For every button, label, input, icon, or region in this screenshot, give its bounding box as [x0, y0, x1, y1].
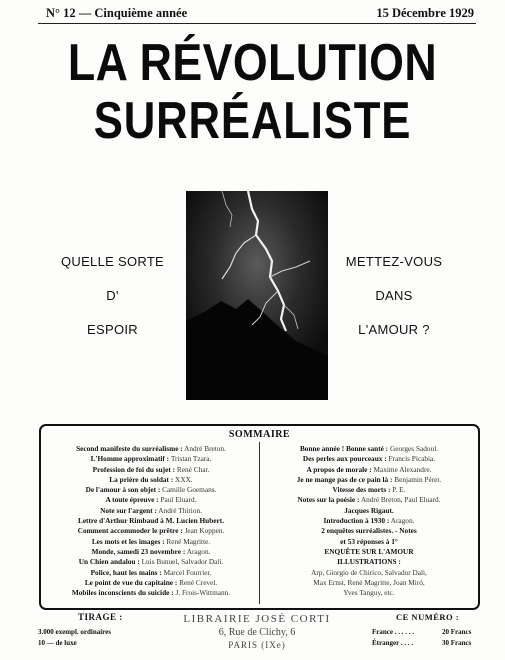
- entry-title: A toute épreuve :: [105, 495, 159, 505]
- sommaire-entry: [45, 537, 257, 547]
- entry-title: La prière du soldat :: [109, 474, 174, 484]
- sommaire-left-column: [45, 444, 257, 598]
- sommaire-entry: [263, 495, 475, 505]
- sommaire-entry: [45, 588, 257, 598]
- entry-title: Vitesse des morts :: [332, 485, 391, 495]
- entry-author: Camille Goemans.: [162, 485, 217, 495]
- sommaire-entry: [45, 475, 257, 485]
- sommaire-entry: [45, 578, 257, 588]
- tirage-heading: TIRAGE :: [78, 612, 123, 622]
- masthead-line-2: SURRÉALISTE: [93, 92, 412, 150]
- sommaire-entry: [263, 578, 475, 588]
- sommaire-entry: [45, 454, 257, 464]
- entry-title: Comment accommoder le prêtre :: [77, 526, 183, 536]
- entry-author: Yves Tanguy, etc.: [343, 588, 395, 598]
- entry-title: Les mots et les images :: [91, 536, 165, 546]
- right-line-3: L'AMOUR ?: [358, 322, 430, 337]
- sommaire-entry: [263, 506, 475, 516]
- sommaire-entry: [263, 475, 475, 485]
- left-line-3: ESPOIR: [87, 322, 138, 337]
- sommaire-entry: [263, 557, 475, 567]
- price-etranger: [372, 639, 482, 647]
- sommaire-entry: [45, 506, 257, 516]
- sommaire-entry: [45, 568, 257, 578]
- entry-author: Aragon.: [186, 546, 211, 556]
- sommaire-entry: [263, 485, 475, 495]
- sommaire-entry: [45, 444, 257, 454]
- left-line-2: D': [106, 288, 119, 303]
- sommaire-entry: [263, 537, 475, 547]
- sommaire-entry: [263, 526, 475, 536]
- entry-author: Max Ernst, René Magritte, Joan Miró,: [313, 577, 425, 587]
- entry-title: Jacques Rigaut.: [344, 505, 394, 515]
- price-france: [372, 628, 482, 636]
- entry-author: Francis Picabia.: [388, 454, 436, 464]
- left-line-1: QUELLE SORTE: [60, 254, 165, 269]
- entry-author: Luis Bunuel, Salvador Dali.: [141, 557, 224, 567]
- sommaire-title: SOMMAIRE: [228, 429, 291, 440]
- publisher-city: PARIS (IXe): [228, 640, 286, 650]
- entry-author: René Crevel.: [179, 577, 218, 587]
- entry-author: XXX.: [175, 474, 193, 484]
- entry-title: ENQUÊTE SUR L'AMOUR: [324, 546, 414, 556]
- sommaire-entry: [263, 454, 475, 464]
- entry-title: Police, haut les mains :: [90, 567, 162, 577]
- entry-author: J. Frois-Wittmann.: [175, 588, 231, 598]
- price-block: [372, 612, 482, 647]
- right-line-1: METTEZ-VOUS: [345, 254, 443, 269]
- entry-author: René Magritte.: [166, 536, 211, 546]
- entry-title: De l'amour à son objet :: [85, 485, 161, 495]
- entry-title: Le point de vue du capitaine :: [84, 577, 178, 587]
- entry-title: Notes sur la poésie :: [297, 495, 360, 505]
- right-line-2: DANS: [375, 288, 413, 303]
- sommaire-entry: [45, 485, 257, 495]
- entry-title: Un Chien andalou :: [78, 557, 140, 567]
- entry-title: Des perles aux pourceaux :: [302, 454, 387, 464]
- entry-author: André Breton.: [184, 444, 226, 453]
- sommaire-entry: [263, 516, 475, 526]
- sommaire-entry: [263, 465, 475, 475]
- publisher-address: 6, Rue de Clichy, 6: [218, 627, 296, 638]
- right-question: [338, 254, 450, 344]
- entry-author: Benjamin Péret.: [394, 474, 442, 484]
- left-question: [55, 254, 170, 344]
- publisher-name: LIBRAIRIE JOSÉ CORTI: [183, 613, 331, 625]
- entry-author: Aragon.: [390, 516, 415, 526]
- issue-number: N° 12 — Cinquième année: [46, 6, 188, 20]
- entry-title: et 53 réponses à 1°: [340, 536, 398, 546]
- sommaire-entry: [263, 588, 475, 598]
- sommaire-right-column: [263, 444, 475, 598]
- entry-author: P. E.: [392, 485, 406, 495]
- sommaire-entry: [45, 516, 257, 526]
- price-etranger-value: 30 Francs: [442, 639, 472, 647]
- sommaire-entry: [45, 557, 257, 567]
- entry-title: Second manifeste du surréalisme :: [76, 444, 183, 453]
- entry-title: 2 enquêtes surréalistes. - Notes: [321, 526, 417, 536]
- entry-title: Monde, samedi 23 novembre :: [91, 546, 186, 556]
- tirage-luxe: 10 — de luxe: [38, 639, 77, 647]
- price-france-label: France . . . . . .: [372, 628, 414, 636]
- sommaire-entry: [45, 547, 257, 557]
- entry-author: Tristan Tzara.: [170, 454, 212, 464]
- entry-title: A propos de morale :: [306, 464, 372, 474]
- tirage-ordinary: 3.000 exempl. ordinaires: [38, 628, 111, 636]
- entry-author: André Breton, Paul Eluard.: [360, 495, 441, 505]
- entry-author: Arp, Giorgio de Chirico, Salvador Dali,: [311, 567, 427, 577]
- entry-author: Jean Koppen.: [184, 526, 225, 536]
- sommaire-entry: [45, 526, 257, 536]
- entry-title: Introduction à 1930 :: [323, 516, 390, 526]
- entry-author: Georges Sadoul.: [389, 444, 439, 453]
- sommaire-box: [39, 424, 480, 610]
- sommaire-entry: [263, 444, 475, 454]
- sommaire-entry: [263, 568, 475, 578]
- entry-title: Bonne année ! Bonne santé :: [299, 444, 389, 453]
- price-etranger-label: Étranger . . . .: [372, 639, 414, 647]
- entry-author: Paul Eluard.: [160, 495, 197, 505]
- entry-author: Marcel Fourrier.: [163, 567, 212, 577]
- entry-title: Je ne mange pas de ce pain là :: [296, 474, 393, 484]
- masthead-line-1: LA RÉVOLUTION: [67, 34, 438, 92]
- entry-author: André Thirion.: [158, 505, 202, 515]
- entry-title: Lettre d'Arthur Rimbaud à M. Lucien Hubert.: [77, 516, 225, 526]
- entry-title: Mobiles inconscients du suicide :: [71, 588, 174, 598]
- entry-title: ILLUSTRATIONS :: [337, 557, 401, 567]
- lightning-photo: [186, 191, 328, 400]
- tirage-block: [38, 612, 168, 647]
- sommaire-entry: [45, 495, 257, 505]
- entry-title: Profession de foi du sujet :: [92, 464, 176, 474]
- price-heading: CE NUMÉRO :: [396, 612, 460, 622]
- price-france-value: 20 Francs: [442, 628, 472, 636]
- publisher-block: [172, 612, 342, 650]
- entry-author: René Char.: [176, 464, 210, 474]
- issue-header: [38, 6, 476, 22]
- sommaire-entry: [263, 547, 475, 557]
- sommaire-divider: [259, 442, 260, 604]
- sommaire-entry: [45, 465, 257, 475]
- entry-author: Maxime Alexandre.: [373, 464, 432, 474]
- issue-date: 15 Décembre 1929: [376, 6, 474, 20]
- header-rule: [38, 23, 476, 24]
- entry-title: L'Homme approximatif :: [90, 454, 170, 464]
- entry-title: Note sur l'argent :: [100, 505, 157, 515]
